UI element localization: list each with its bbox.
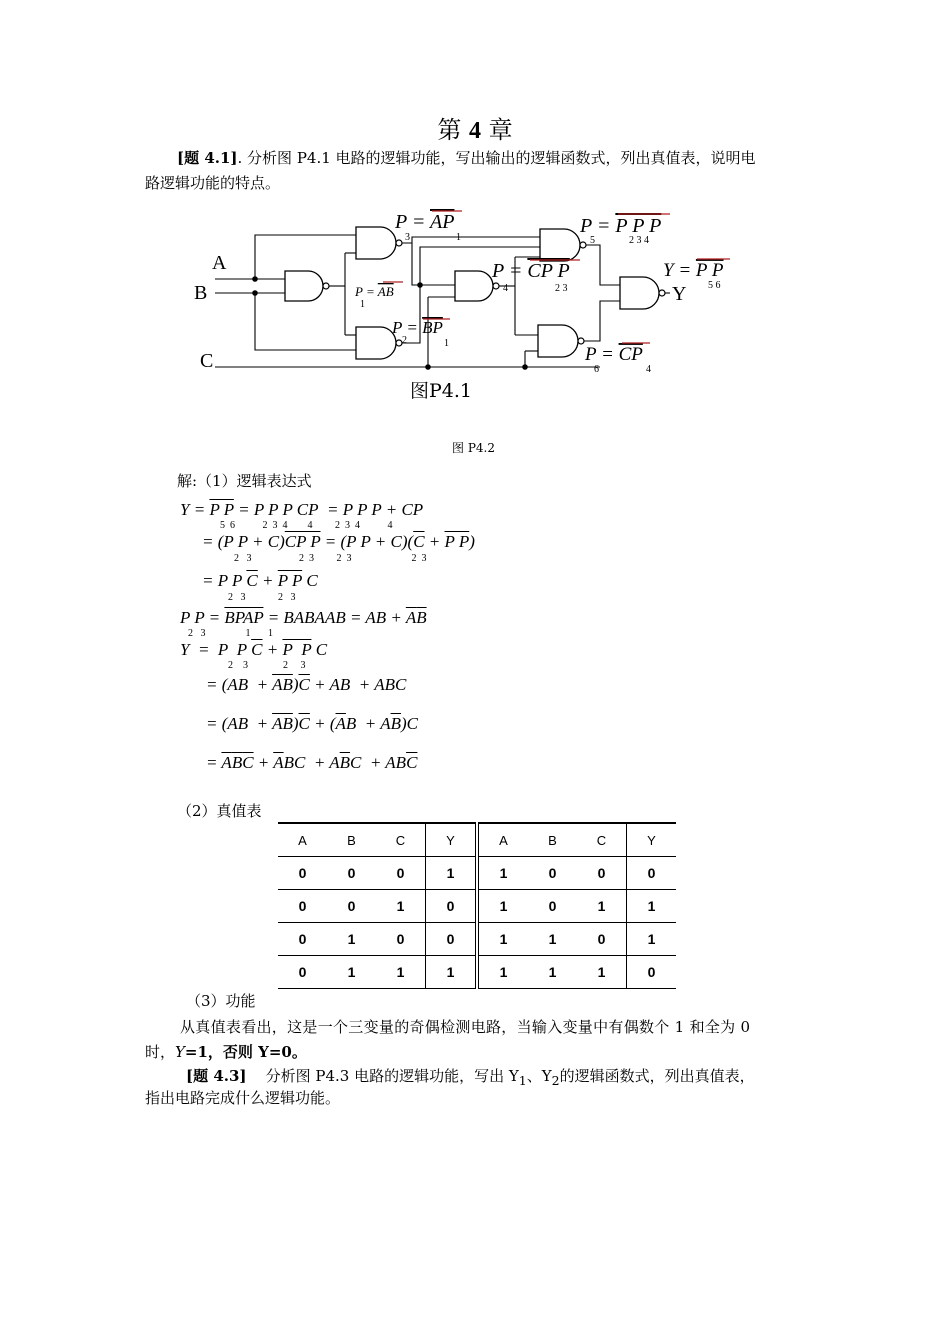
conclusion-line-2: 时，Y=1，否则 Y=0。: [145, 1043, 307, 1061]
header-cell: A: [278, 823, 327, 857]
table-cell: 0: [278, 923, 327, 956]
svg-text:2 3: 2 3: [555, 283, 568, 294]
input-label-a: A: [212, 252, 227, 274]
table-cell: 0: [528, 857, 577, 890]
table-cell: 0: [426, 923, 478, 956]
svg-text:2 3 4: 2 3 4: [629, 235, 649, 246]
equation-line-5: Y = P P $\overline{C} + P$ P C: [180, 640, 328, 659]
problem-43-line2: 指出电路完成什么逻辑功能。: [145, 1089, 341, 1107]
table-cell: 1: [477, 923, 528, 956]
problem-41-line2: 路逻辑功能的特点。: [145, 174, 281, 192]
label-p1: P = AB: [355, 284, 394, 299]
table-cell: 0: [577, 857, 627, 890]
truth-table: [278, 822, 676, 989]
svg-text:6: 6: [594, 364, 599, 375]
conclusion-line-1: 从真值表看出，这是一个三变量的奇偶检测电路，当输入变量中有偶数个 1 和全为 0: [180, 1018, 751, 1036]
label-y-expr: Y = P P: [663, 260, 724, 281]
table-cell: 1: [426, 956, 478, 989]
svg-text:1: 1: [444, 338, 449, 349]
truth-table-label: （2）真值表: [177, 802, 262, 820]
document-page: 第 4 章 [题 4.1]. 分析图 P4.1 电路的逻辑功能，写出输出的逻辑函数式，列出真值表，说明电 路逻辑功能的特点。 A B C P = AP 3 1 P = AB 1 P = BP 2 1 P = CP P 4 2 3 P = P P P 5 2 3 4 P = CP 6 4 Y = P P 5 6 Y 图P4.1 图 P4.2 解:（1）逻辑表达式 Y = P P = P P P CP = P P P + CP 5 6 2 3 4 4 2 3 4 4 = (P P + C)CP P = (P $P + C)(\overline{C} + P$ P) 2 3 2 3 2 3 2 3 = P P $\overline{C} + P$ P C 2 3 2 3 P $P = \overline{BP}\overline{AP}$ = BABAAB = AB + $\overline{A}\overline{B}$ 2 3 1 1 Y = P P $\overline{C} + P$ P C 2 3 2 3 = $(AB + \overline{A}\overline{B})\overline{C}$ + AB + ABC = $(AB + \overline{A}\overline{B})\overline{C} + (\overline{A}B + A\overline{B})C$ = $\overline{A}\overline{B}\overline{C} + \overline{A}BC + A\overline{B}C + AB\overline{C}$ （2）真值表 A B C Y A B C Y 0 0 0 1 1 0 0 0 0 0 1 0 1 0 1 1 0 1 0 0 1 1 0 1 0 1 1 1 1 1 1 0 （3）功能 从真值表看出，这是一个三变量的奇偶检测电路，当输入变量中有偶数个 1 和全为 0 时，Y=1，否则 Y=0。 [题 4.3] 分析图 P4.3 电路的逻辑功能，写出 $Y_1$、$Y_2$的逻辑函数式，列出真值表， 指出电路完成什么逻辑功能。: [0, 0, 950, 1344]
table-cell: 0: [278, 956, 327, 989]
label-p3: P = AP: [395, 211, 455, 233]
nand-gate-y: [620, 277, 665, 309]
equation-line-8: = $\overline{A}\overline{B}\overline{C} + \overline{A}BC + A\overline{B}C + AB\overline{C}$: [206, 753, 418, 772]
problem-41-tag: [题 4.1]: [177, 149, 238, 167]
chapter-title: 第 4 章: [437, 116, 513, 144]
svg-text:2: 2: [402, 335, 407, 346]
header-cell: C: [577, 823, 627, 857]
function-label: （3）功能: [186, 992, 256, 1010]
table-cell: 0: [327, 890, 376, 923]
equation-line-1: Y = P P = P P P CP = P P P + CP: [180, 500, 424, 519]
header-cell: A: [477, 823, 528, 857]
table-cell: 1: [376, 956, 426, 989]
label-p6: P = CP: [585, 344, 643, 365]
table-row: [278, 857, 676, 890]
table-cell: 0: [627, 857, 677, 890]
header-cell: Y: [627, 823, 677, 857]
figure-caption-p42: 图 P4.2: [452, 441, 495, 455]
header-cell: B: [327, 823, 376, 857]
table-cell: 1: [528, 956, 577, 989]
table-cell: 0: [278, 890, 327, 923]
equation-line-4: P $P = \overline{BP}\overline{AP}$ = BABAAB = AB + $\overline{A}\overline{B}$: [180, 608, 427, 627]
svg-text:1: 1: [456, 232, 461, 243]
truth-table-header-row: [278, 823, 676, 857]
input-label-c: C: [200, 350, 214, 372]
label-p4: P = CP P: [492, 260, 570, 282]
table-cell: 1: [327, 956, 376, 989]
equation-line-3: = P P $\overline{C} + P$ P C: [202, 571, 318, 590]
equation-line-7: = $(AB + \overline{A}\overline{B})\overline{C} + (\overline{A}B + A\overline{B})C$: [206, 714, 418, 733]
svg-text:3: 3: [405, 232, 410, 243]
table-cell: 0: [376, 923, 426, 956]
problem-43-tag: [题 4.3]: [186, 1067, 247, 1085]
table-cell: 0: [528, 890, 577, 923]
table-cell: 1: [627, 890, 677, 923]
input-label-b: B: [194, 282, 208, 304]
svg-text:5 6: 5 6: [708, 280, 721, 291]
solution-heading: 解:（1）逻辑表达式: [177, 472, 312, 490]
table-cell: 1: [376, 890, 426, 923]
svg-text:1: 1: [360, 299, 365, 310]
label-p2: P = BP: [392, 318, 443, 337]
table-cell: 1: [477, 890, 528, 923]
label-p5: P = P P P: [580, 215, 662, 237]
nand-gate-p1: [285, 271, 329, 301]
table-cell: 0: [278, 857, 327, 890]
table-row: [278, 923, 676, 956]
table-cell: 1: [577, 890, 627, 923]
header-cell: Y: [426, 823, 478, 857]
equation-line-6: = $(AB + \overline{A}\overline{B})\overline{C}$ + AB + ABC: [206, 675, 407, 694]
table-cell: 1: [577, 956, 627, 989]
table-cell: 1: [327, 923, 376, 956]
table-cell: 0: [577, 923, 627, 956]
equation-line-2: = (P P + C)CP P = (P $P + C)(\overline{C} + P$ P): [202, 532, 475, 551]
circuit-diagram-p41: [180, 205, 760, 380]
header-cell: B: [528, 823, 577, 857]
figure-caption-p41: 图P4.1: [410, 380, 473, 402]
problem-43-line1: [题 4.3] 分析图 P4.3 电路的逻辑功能，写出 $Y_1$、$Y_2$的逻辑函数式，列出真值表，: [186, 1067, 755, 1088]
table-cell: 1: [627, 923, 677, 956]
table-cell: 1: [528, 923, 577, 956]
table-cell: 0: [376, 857, 426, 890]
table-cell: 1: [477, 956, 528, 989]
nand-gate-p6: [538, 325, 584, 357]
svg-text:5: 5: [590, 235, 595, 246]
problem-41-line1: [题 4.1]. 分析图 P4.1 电路的逻辑功能，写出输出的逻辑函数式，列出真值表，说明电: [177, 149, 756, 167]
output-label-y: Y: [672, 283, 687, 305]
table-row: [278, 956, 676, 989]
header-cell: C: [376, 823, 426, 857]
table-cell: 0: [426, 890, 478, 923]
svg-text:4: 4: [503, 283, 508, 294]
svg-text:4: 4: [646, 364, 651, 375]
table-cell: 0: [327, 857, 376, 890]
table-cell: 1: [426, 857, 478, 890]
table-row: [278, 890, 676, 923]
table-cell: 1: [477, 857, 528, 890]
table-cell: 0: [627, 956, 677, 989]
